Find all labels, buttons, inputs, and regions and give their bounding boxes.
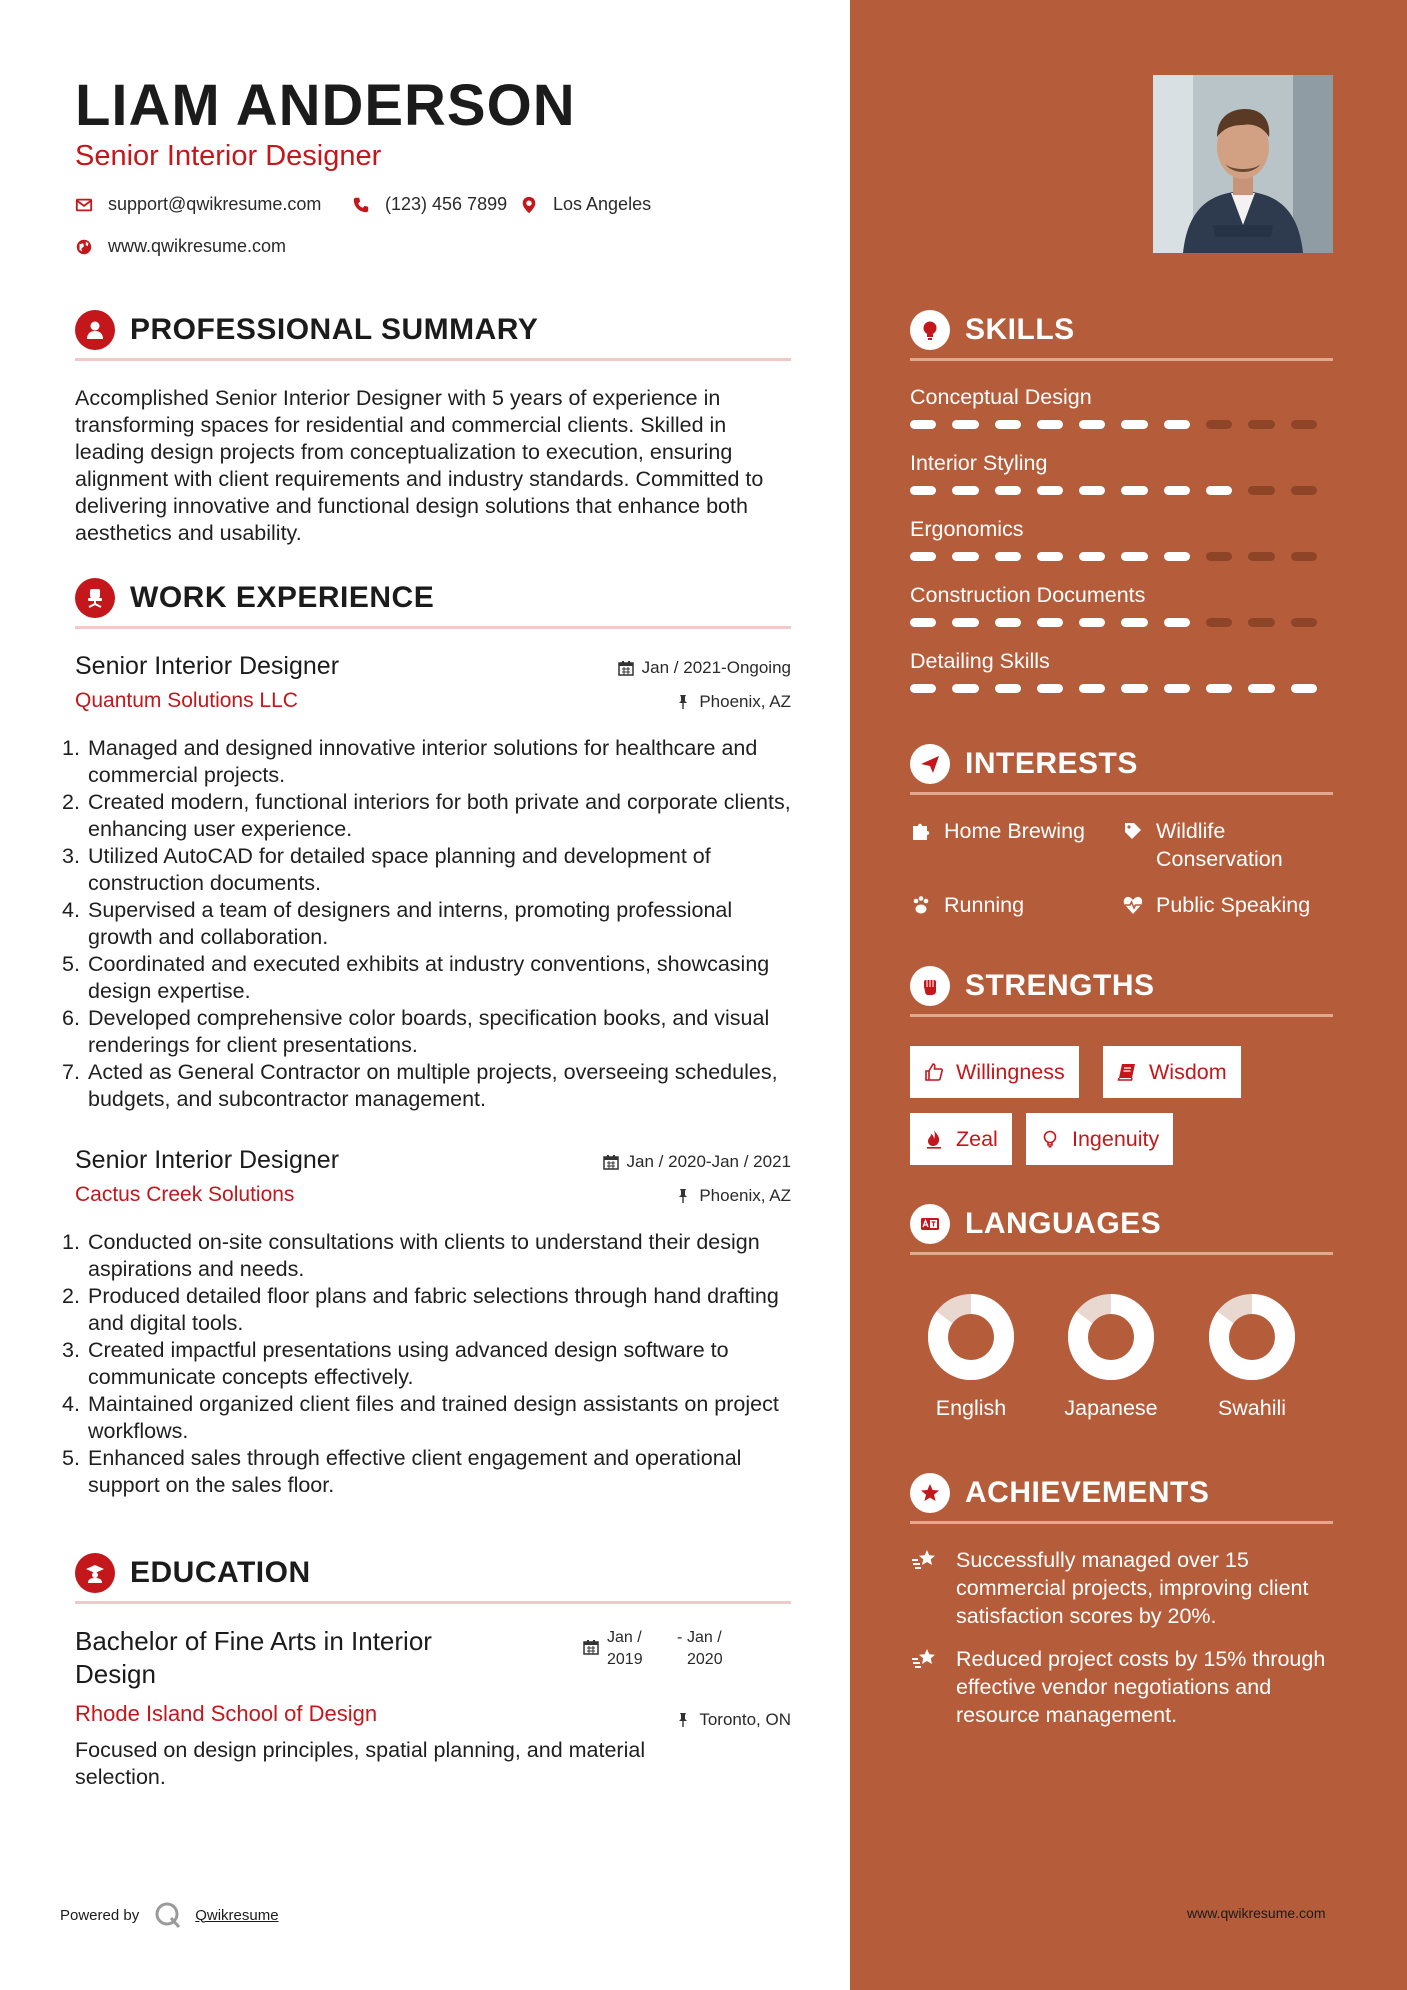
- contact-phone[interactable]: [352, 194, 507, 215]
- achievement-item: [910, 1546, 1333, 1630]
- user-icon: [75, 310, 115, 350]
- skill-dot: [1291, 684, 1317, 693]
- achievement-text: Successfully managed over 15 commercial projects, improving client satisfaction scores by 20%.: [956, 1548, 1309, 1628]
- language-item: [1061, 1294, 1161, 1421]
- skill-name: Construction Documents: [910, 583, 1146, 607]
- interest-item: [910, 817, 1110, 845]
- strength-label: Willingness: [956, 1059, 1065, 1084]
- qwikresume-link[interactable]: Qwikresume: [195, 1906, 279, 1924]
- lightbulb-icon: [1040, 1129, 1060, 1149]
- education-end: Jan / 2020: [687, 1629, 723, 1668]
- achievements-heading: ACHIEVEMENTS: [965, 1475, 1210, 1509]
- skill-dot: [1037, 684, 1063, 693]
- skill-dot: [1291, 486, 1317, 495]
- skill-dot: [1121, 618, 1147, 627]
- skill-dot: [1206, 486, 1232, 495]
- skill-dot: [1121, 486, 1147, 495]
- list-item: 1. Managed and designed innovative interior solutions for healthcare and commercial projects.: [62, 736, 758, 787]
- book-icon: [1117, 1062, 1137, 1082]
- education-section-header: [75, 1554, 791, 1604]
- job-bullets: [62, 1229, 791, 1499]
- skill-dot: [952, 684, 978, 693]
- skill-rating: [910, 486, 1333, 495]
- skill-dot: [910, 420, 936, 429]
- skill-dot: [952, 618, 978, 627]
- skill-dot: [1164, 552, 1190, 561]
- pin-icon: [675, 1712, 691, 1728]
- interests-heading: INTERESTS: [965, 746, 1138, 780]
- envelope-icon: [75, 196, 93, 214]
- profile-photo: [1153, 75, 1333, 253]
- experience-heading: WORK EXPERIENCE: [130, 580, 435, 614]
- skill-dot: [1164, 618, 1190, 627]
- list-item: 3. Created impactful presentations using advanced design software to communicate concepts effectively.: [62, 1338, 729, 1389]
- job-date-text: Jan / 2020-Jan / 2021: [626, 1152, 791, 1171]
- skill-dot: [1037, 552, 1063, 561]
- interest-label: Running: [944, 893, 1025, 917]
- skill-rating: [910, 618, 1333, 627]
- job-location: [675, 692, 791, 712]
- fist-icon: [910, 966, 950, 1006]
- map-marker-icon: [520, 196, 538, 214]
- star-icon: [910, 1473, 950, 1513]
- language-name: Swahili: [1217, 1396, 1287, 1420]
- skill-name: Conceptual Design: [910, 385, 1092, 409]
- job-entry: [62, 1146, 791, 1499]
- paper-plane-icon: [910, 744, 950, 784]
- candidate-title: Senior Interior Designer: [75, 140, 382, 172]
- strength-badge: [910, 1113, 1012, 1165]
- strength-label: Ingenuity: [1072, 1126, 1160, 1151]
- qwikresume-logo-icon: [153, 1900, 183, 1930]
- list-item: 4. Supervised a team of designers and interns, promoting professional growth and collaboration.: [62, 898, 733, 949]
- summary-text: Accomplished Senior Interior Designer with 5 years of experience in transforming spaces for residential and commercial clients. Skilled in leading design projects from conceptualization to execution, ensuring alignment with client requirements and industry standards. Committed to delivering innovative and functional design solutions that enhance both aesthetics and usability.: [75, 386, 764, 545]
- heartbeat-icon: [1122, 894, 1144, 916]
- puzzle-icon: [910, 820, 932, 842]
- education-date: [583, 1627, 757, 1671]
- sidebar: [850, 0, 1407, 1990]
- shooting-star-icon: [910, 1546, 938, 1574]
- skill-dot: [910, 486, 936, 495]
- skill-dot: [1206, 420, 1232, 429]
- strength-badge: [1103, 1046, 1241, 1098]
- skill-dot: [910, 684, 936, 693]
- skill-dot: [1291, 618, 1317, 627]
- job-date: [603, 1152, 791, 1172]
- job-role: Senior Interior Designer: [75, 1146, 340, 1174]
- powered-by: [60, 1900, 279, 1930]
- skill-dot: [952, 420, 978, 429]
- job-date-text: Jan / 2021-Ongoing: [641, 658, 791, 677]
- fire-icon: [924, 1129, 944, 1149]
- office-chair-icon: [75, 578, 115, 618]
- strengths-section-header: [910, 967, 1333, 1017]
- skill-item: [910, 517, 1333, 561]
- skill-dot: [995, 420, 1021, 429]
- paw-icon: [910, 894, 932, 916]
- interest-label: Home Brewing: [944, 819, 1085, 843]
- calendar-icon: [618, 660, 634, 676]
- language-item: [1202, 1294, 1302, 1421]
- calendar-icon: [603, 1154, 619, 1170]
- skill-dot: [1164, 486, 1190, 495]
- skill-item: [910, 385, 1333, 429]
- skill-dot: [1079, 618, 1105, 627]
- language-donut: [1209, 1294, 1295, 1380]
- skill-dot: [1248, 486, 1274, 495]
- list-item: 6. Developed comprehensive color boards, specification books, and visual renderings for client presentations.: [62, 1006, 770, 1057]
- candidate-name: LIAM ANDERSON: [75, 73, 576, 138]
- interest-label: Public Speaking: [1156, 893, 1311, 917]
- skill-rating: [910, 420, 1333, 429]
- list-item: 7. Acted as General Contractor on multiple projects, overseeing schedules, budgets, and subcontractor management.: [62, 1060, 778, 1111]
- contact-website[interactable]: [75, 236, 286, 257]
- skill-dot: [995, 552, 1021, 561]
- list-item: 1. Conducted on-site consultations with clients to understand their design aspirations and needs.: [62, 1230, 760, 1281]
- list-item: 2. Produced detailed floor plans and fabric selections through hand drafting and digital tools.: [62, 1284, 779, 1335]
- contact-location: [520, 194, 651, 215]
- education-school: Rhode Island School of Design: [75, 1701, 378, 1726]
- pin-icon: [675, 1188, 691, 1204]
- education-heading: EDUCATION: [130, 1555, 311, 1589]
- skill-dot: [1206, 552, 1232, 561]
- list-item: 2. Created modern, functional interiors for both private and corporate clients, enhancing user experience.: [62, 790, 791, 841]
- skill-dot: [1248, 420, 1274, 429]
- job-company: Quantum Solutions LLC: [75, 689, 298, 712]
- job-role: Senior Interior Designer: [75, 652, 340, 680]
- skill-dot: [995, 486, 1021, 495]
- skill-item: [910, 649, 1333, 693]
- list-item: 3. Utilized AutoCAD for detailed space planning and development of construction documents.: [62, 844, 711, 895]
- interest-item: [1122, 891, 1322, 919]
- interest-item: [910, 891, 1110, 919]
- tag-icon: [1122, 820, 1144, 842]
- strength-badge: [910, 1046, 1079, 1098]
- education-description: Focused on design principles, spatial planning, and material selection.: [75, 1738, 646, 1789]
- skill-dot: [1037, 420, 1063, 429]
- interests-section-header: [910, 745, 1333, 795]
- list-item: 5. Coordinated and executed exhibits at industry conventions, showcasing design expertise.: [62, 952, 770, 1003]
- achievement-text: Reduced project costs by 15% through effective vendor negotiations and resource management.: [956, 1647, 1326, 1727]
- education-location: [675, 1710, 791, 1730]
- education-entry: [75, 1625, 791, 1791]
- language-icon: [910, 1204, 950, 1244]
- job-location: [675, 1186, 791, 1206]
- job-location-text: Phoenix, AZ: [699, 692, 791, 711]
- language-donut: [1068, 1294, 1154, 1380]
- strengths-heading: STRENGTHS: [965, 968, 1155, 1002]
- skill-dot: [1164, 684, 1190, 693]
- location-text: Los Angeles: [553, 194, 652, 214]
- skill-dot: [1037, 486, 1063, 495]
- skill-dot: [910, 618, 936, 627]
- phone-icon: [352, 196, 370, 214]
- skill-dot: [1121, 684, 1147, 693]
- job-company: Cactus Creek Solutions: [75, 1183, 295, 1206]
- date-separator: -: [677, 1629, 683, 1646]
- experience-section-header: [75, 579, 791, 629]
- skill-dot: [1248, 552, 1274, 561]
- skill-name: Detailing Skills: [910, 649, 1050, 673]
- contact-email[interactable]: [75, 194, 321, 215]
- achievement-item: [910, 1645, 1333, 1729]
- skill-name: Interior Styling: [910, 451, 1048, 475]
- skill-item: [910, 451, 1333, 495]
- skill-dot: [1164, 420, 1190, 429]
- thumbs-up-icon: [924, 1062, 944, 1082]
- skill-dot: [1079, 486, 1105, 495]
- list-item: 5. Enhanced sales through effective client engagement and operational support on the sales floor.: [62, 1446, 742, 1497]
- footer-website[interactable]: www.qwikresume.com: [1187, 1905, 1326, 1921]
- skill-dot: [995, 618, 1021, 627]
- skills-heading: SKILLS: [965, 312, 1075, 346]
- skill-dot: [1037, 618, 1063, 627]
- skill-dot: [1079, 552, 1105, 561]
- achievements-section-header: [910, 1474, 1333, 1524]
- summary-heading: PROFESSIONAL SUMMARY: [130, 312, 539, 346]
- education-start: Jan / 2019: [607, 1629, 643, 1668]
- skill-dot: [1206, 684, 1232, 693]
- skill-dot: [952, 486, 978, 495]
- language-name: English: [935, 1396, 1007, 1420]
- job-location-text: Phoenix, AZ: [699, 1186, 791, 1205]
- language-item: [921, 1294, 1021, 1421]
- skill-dot: [1206, 618, 1232, 627]
- interest-item: [1122, 817, 1312, 873]
- skill-dot: [1248, 618, 1274, 627]
- pin-icon: [675, 694, 691, 710]
- calendar-icon: [583, 1639, 599, 1655]
- phone-text: (123) 456 7899: [385, 194, 508, 214]
- skill-dot: [1248, 684, 1274, 693]
- languages-section-header: [910, 1205, 1333, 1255]
- shooting-star-icon: [910, 1645, 938, 1673]
- strength-label: Zeal: [956, 1126, 998, 1151]
- languages-heading: LANGUAGES: [965, 1206, 1162, 1240]
- globe-icon: [75, 238, 93, 256]
- skill-item: [910, 583, 1333, 627]
- website-text: www.qwikresume.com: [108, 236, 287, 256]
- skill-dot: [1079, 684, 1105, 693]
- interest-label: Wildlife Conservation: [1156, 819, 1283, 871]
- skill-name: Ergonomics: [910, 517, 1024, 541]
- job-entry: [62, 652, 791, 1113]
- education-degree: Bachelor of Fine Arts in Interior Design: [75, 1626, 432, 1689]
- language-name: Japanese: [1064, 1396, 1158, 1420]
- skill-dot: [1121, 420, 1147, 429]
- language-donut: [928, 1294, 1014, 1380]
- strength-label: Wisdom: [1149, 1059, 1227, 1084]
- skill-rating: [910, 684, 1333, 693]
- skill-dot: [1121, 552, 1147, 561]
- graduate-icon: [75, 1553, 115, 1593]
- skill-dot: [1079, 420, 1105, 429]
- skill-dot: [995, 684, 1021, 693]
- powered-by-label: Powered by: [60, 1906, 140, 1924]
- strength-badge: [1026, 1113, 1173, 1165]
- summary-section-header: [75, 311, 791, 361]
- skill-dot: [910, 552, 936, 561]
- lightbulb-icon: [910, 310, 950, 350]
- education-location-text: Toronto, ON: [699, 1710, 791, 1729]
- skill-rating: [910, 552, 1333, 561]
- skills-section-header: [910, 311, 1333, 361]
- list-item: 4. Maintained organized client files and trained design assistants on project workflows.: [62, 1392, 779, 1443]
- skill-dot: [1291, 420, 1317, 429]
- job-bullets: [62, 735, 791, 1113]
- skill-dot: [952, 552, 978, 561]
- skill-dot: [1291, 552, 1317, 561]
- job-date: [618, 658, 791, 678]
- email-text: support@qwikresume.com: [108, 194, 322, 214]
